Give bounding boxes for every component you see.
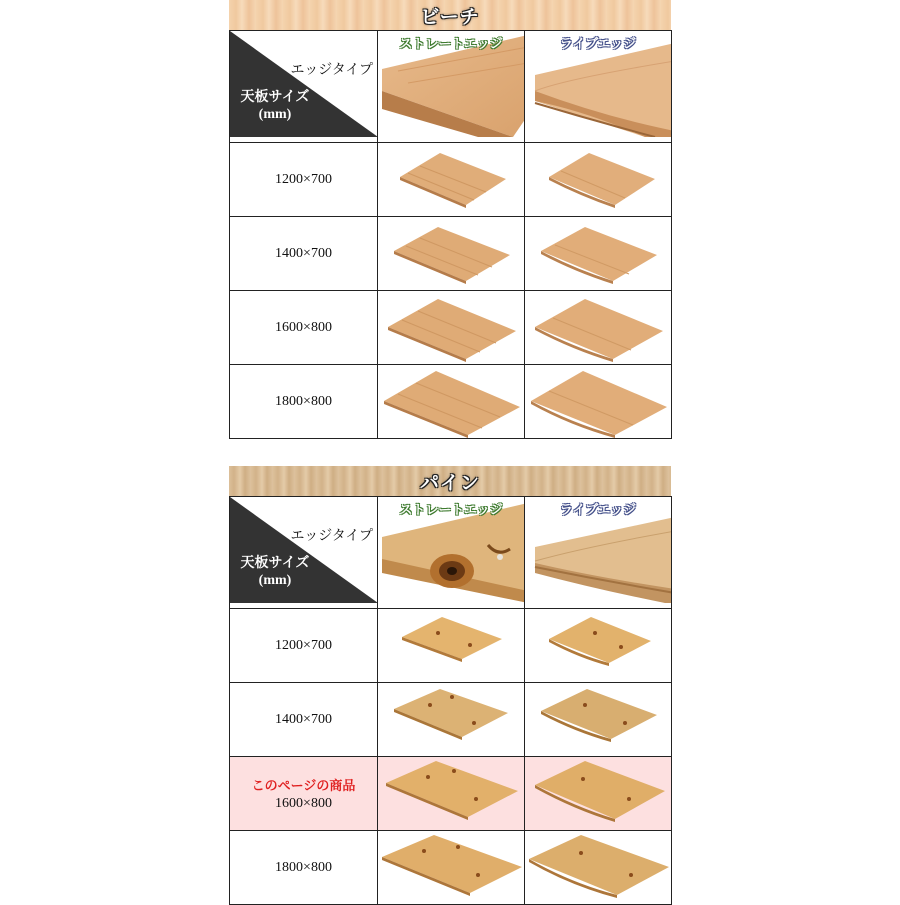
size-text: 1600×800 [275,796,332,811]
live-edge-title: ライブエッジ [559,36,637,51]
board-image-cell [378,365,525,439]
straight-edge-header [378,497,525,609]
board-image-cell [378,143,525,217]
pine-table [229,496,672,905]
straight-edge-title: ストレートエッジ [399,36,503,51]
pine-straight-board-image [378,831,525,904]
edge-type-label: エッジタイプ [290,63,373,78]
beech-live-board-image [525,291,672,364]
straight-edge-title: ストレートエッジ [399,502,503,517]
table-row [230,757,672,831]
board-image-cell [525,291,672,365]
size-cell: 1800×800 [230,365,378,439]
size-cell: 1600×800 [230,291,378,365]
size-label-text: 天板サイズ [240,556,310,571]
header-corner [230,31,378,143]
beech-table [229,30,672,439]
table-row [230,143,672,217]
board-image-cell [378,217,525,291]
beech-straight-board-image [378,217,525,290]
table-row [230,831,672,905]
size-label-unit: (mm) [258,573,292,588]
size-label [236,89,314,123]
beech-title: ビーチ [420,7,480,28]
board-image-cell [378,831,525,905]
board-image-cell [378,683,525,757]
beech-straight-board-image [378,291,525,364]
edge-type-label: エッジタイプ [290,529,373,544]
beech-straight-board-image [378,365,525,438]
size-cell: 1200×700 [230,609,378,683]
board-image-cell [525,365,672,439]
pine-banner [229,466,671,496]
beech-live-board-image [525,217,672,290]
size-cell: 1400×700 [230,217,378,291]
table-header-row [230,31,672,143]
board-image-cell [378,609,525,683]
table-row [230,217,672,291]
pine-live-board-image [525,683,672,756]
beech-live-board-image [525,365,672,438]
board-image-cell [525,683,672,757]
live-edge-title: ライブエッジ [559,502,637,517]
header-corner [230,497,378,609]
size-cell: 1800×800 [230,831,378,905]
size-label-text: 天板サイズ [240,90,310,105]
current-product-note: このページの商品 [251,778,356,793]
pine-straight-board-image [378,757,525,830]
pine-title: パイン [419,473,480,494]
pine-live-board-image [525,831,672,904]
live-edge-header [525,31,672,143]
size-label-unit: (mm) [258,107,292,122]
pine-live-board-image [525,609,672,682]
beech-section [229,0,671,439]
beech-live-board-image [525,143,672,216]
pine-section [229,466,671,905]
current-product-size-cell [230,757,378,831]
pine-straight-board-image [378,683,525,756]
table-row [230,365,672,439]
size-cell: 1400×700 [230,683,378,757]
board-image-cell [525,143,672,217]
board-image-cell [525,217,672,291]
straight-edge-header [378,31,525,143]
board-image-cell [525,831,672,905]
table-header-row [230,497,672,609]
size-cell: 1200×700 [230,143,378,217]
board-image-cell [525,757,672,831]
size-label [236,555,314,589]
beech-banner [229,0,671,30]
table-row [230,609,672,683]
live-edge-header [525,497,672,609]
board-image-cell [378,291,525,365]
board-image-cell [525,609,672,683]
table-row [230,683,672,757]
board-image-cell [378,757,525,831]
pine-straight-board-image [378,609,525,682]
table-row [230,291,672,365]
pine-live-board-image [525,757,672,830]
beech-straight-board-image [378,143,525,216]
